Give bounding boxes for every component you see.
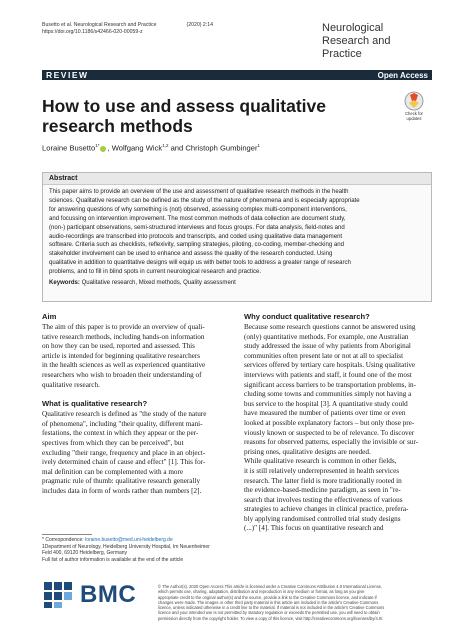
keywords	[43, 277, 431, 287]
keywords-label: Keywords:	[49, 280, 80, 287]
orcid-icon[interactable]	[100, 146, 106, 152]
what-heading: What is qualitative research?	[42, 399, 148, 409]
abstract-line: This paper aims to provide an overview of the use and assessment of qualitative research methods in the health	[49, 189, 349, 195]
why-line: services offered by tertiary care hospitals. Using qualitative	[244, 361, 416, 370]
abstract-line: for answering questions of why something is (not) observed, assessing complex multi-component interventions,	[49, 206, 347, 213]
why-line: communities often present late or not at all to specialist	[244, 351, 404, 360]
aim-line: article is intended for beginning qualitative researchers	[42, 351, 201, 360]
what-line: festations, the context in which they appear or the per-	[42, 429, 199, 438]
license-line: appropriate credit to the original author(s) and the source, provide a link to the Creative Commons licence, and indicate if	[158, 594, 377, 600]
article-title: How to use and assess qualitative research methods	[42, 96, 326, 136]
what-line: pragmatic rule of thumb: qualitative research generally	[42, 477, 201, 486]
bmc-logo-icon	[42, 580, 74, 610]
check-for-updates-icon	[404, 91, 424, 111]
abstract-line: and focussing on intervention improvement. The most common methods of data collection are document study,	[49, 215, 346, 222]
para2-line: strategies to achieve changes in clinical practice, prefera-	[244, 505, 409, 514]
author-1-affil: 1*	[95, 143, 100, 148]
abstract-line: problems, and to fill in blind spots in current neurological research and practice.	[49, 269, 262, 276]
aim-line: qualitative research.	[42, 380, 100, 389]
what-line: Qualitative research is defined as "the study of the nature	[42, 410, 207, 419]
why-line: bus service to the hospital [3]. A quantitative study could	[244, 399, 408, 408]
footnote-rule	[42, 534, 92, 535]
why-line: have measured the number of patients over time or even	[244, 409, 406, 418]
open-access-label: Open Access	[377, 70, 428, 80]
license-line: permission directly from the copyright holder. To view a copy of this licence, visit http://creativecommons.org/licenses/by/4.0/.	[158, 615, 384, 621]
what-line: excluding "their range, frequency and place in an object-	[42, 448, 206, 457]
check-for-updates-badge[interactable]	[398, 91, 430, 127]
aim-line: tative research methods, including hands-on information	[42, 332, 205, 341]
abstract-box	[42, 172, 432, 302]
left-column	[42, 312, 230, 497]
running-header	[42, 22, 213, 36]
publisher-logo	[42, 578, 136, 612]
why-line: looked at possible explanatory factors – but only those pre-	[244, 418, 415, 427]
why-line: interviews with patients and staff, it found one of the most	[244, 370, 412, 379]
why-line: cluding some towns and communities simply not having a	[244, 390, 412, 399]
journal-name: Neurological Research and Practice	[322, 22, 391, 60]
para2-line: it is still relatively underrepresented in health services	[244, 466, 400, 475]
abstract-line: qualitative in addition to quantitative designs will equip us with better tools to address a greater range of research	[49, 260, 351, 267]
article-type-label: REVIEW	[46, 70, 89, 80]
what-line: of phenomena", including "their quality, different mani-	[42, 419, 203, 428]
what-line: spectives from which they can be perceived", but	[42, 438, 184, 447]
correspondence-footnote	[42, 534, 230, 563]
abstract-heading: Abstract	[43, 173, 431, 185]
article-type-bar	[42, 70, 432, 80]
why-line: viously known or suspected to be of relevance. To discover	[244, 428, 415, 437]
para2-line: bly applying randomised controlled trial study designs	[244, 514, 401, 523]
para2-line: (...)" [4]. This focus on quantitative research and	[244, 524, 384, 533]
abstract-line: audio-recordings are transcribed into protocols and transcripts, and coded using qualitative data management	[49, 233, 343, 240]
aim-heading: Aim	[42, 312, 57, 321]
correspondence-email[interactable]: loraine.busetto@med.uni-heidelberg.de	[85, 537, 173, 543]
badge-label: Check for updates	[405, 111, 423, 121]
abstract-line: stakeholder involvement can be used to enhance and assess the quality of the research conducted. Using	[49, 251, 333, 258]
what-line: mal definition can be complemented with a more	[42, 467, 184, 476]
affiliation-1: 1Department of Neurology, Heidelberg University Hospital, Im Neuenheimer	[42, 543, 210, 550]
para2-line: research. The latter field is more traditionally rooted in	[244, 476, 402, 485]
year-page: (2020) 2:14	[186, 22, 214, 28]
license-line: changes were made. The images or other third party material in this article are included in the article's Creative Commons	[158, 599, 379, 605]
why-line: study addressed the issue of why patients from Aboriginal	[244, 342, 411, 351]
abstract-body	[43, 185, 431, 277]
why-heading: Why conduct qualitative research?	[244, 312, 370, 321]
correspondence-label: * Correspondence:	[42, 537, 86, 543]
license-line: which permits use, sharing, adaptation, distribution and reproduction in any medium or format, as long as you give	[158, 589, 365, 595]
para2-line: the evidence-based-medicine paradigm, as seen in "re-	[244, 486, 401, 495]
bmc-logo-text: BMC	[80, 581, 137, 608]
author-3-affil: 1	[257, 143, 261, 148]
doi-link[interactable]: https://doi.org/10.1186/s42466-020-00059-z	[42, 29, 143, 35]
license-line: © The Author(s). 2020 Open Access This article is licensed under a Creative Commons Attribution 4.0 International License,	[158, 584, 383, 589]
author-list	[42, 143, 260, 153]
why-line: (only) quantitative methods. For example, one Australian	[244, 332, 409, 341]
para2-line: search that involves testing the effectiveness of various	[244, 495, 403, 504]
why-line: significant access barriers to be transportation problems, in-	[244, 380, 417, 389]
right-column	[244, 312, 432, 534]
aim-line: on how they can be used, reported and assessed. This	[42, 342, 195, 351]
what-line: includes data in form of words rather than numbers [2].	[42, 486, 202, 495]
aim-line: in the health sciences as well as experienced quantitative	[42, 361, 206, 370]
aim-line: The aim of this paper is to provide an overview of quali-	[42, 323, 205, 331]
author-1[interactable]: Loraine Busetto	[42, 143, 96, 153]
license-line: licence, unless indicated otherwise in a credit line to the material. If material is not included in the article's Creative Commons	[158, 605, 385, 611]
why-line: reasons for observed patterns, especially the invisible or sur-	[244, 438, 419, 447]
aim-line: researchers who wish to broaden their understanding of	[42, 370, 202, 379]
author-info-note: Full list of author information is available at the end of the article	[42, 556, 184, 563]
affiliation-2: Feld 400, 69120 Heidelberg, Germany	[42, 550, 128, 556]
abstract-line: software. Criteria such as checklists, reflexivity, sampling strategies, piloting, co-coding, member-checking and	[49, 242, 344, 249]
abstract-line: sciences. Qualitative research can be defined as the study of the nature of phenomena and is especially appropriate	[49, 197, 360, 204]
license-notice	[158, 584, 438, 621]
citation-text: Busetto et al. Neurological Research and Practice	[42, 22, 157, 28]
license-line: licence and your intended use is not permitted by statutory regulation or exceeds the permitted use, you will need to obtain	[158, 610, 380, 616]
why-line: prising ones, qualitative designs are needed.	[244, 447, 371, 456]
author-2-affil: 1,2	[162, 143, 169, 148]
what-line: ively determined chain of cause and effect" [1]. This for-	[42, 458, 206, 467]
why-line: Because some research questions cannot be answered using	[244, 323, 416, 331]
para2-line: While qualitative research is common in other fields,	[244, 457, 397, 466]
abstract-line: (non-) participant observations, semi-structured interviews and focus groups. For data analysis, field-notes and	[49, 224, 345, 231]
author-3[interactable]: and Christoph Gumbinger	[168, 143, 258, 153]
author-2[interactable]: , Wolfgang Wick	[107, 143, 163, 153]
keywords-list: Qualitative research, Mixed methods, Quality assessment	[79, 280, 236, 287]
